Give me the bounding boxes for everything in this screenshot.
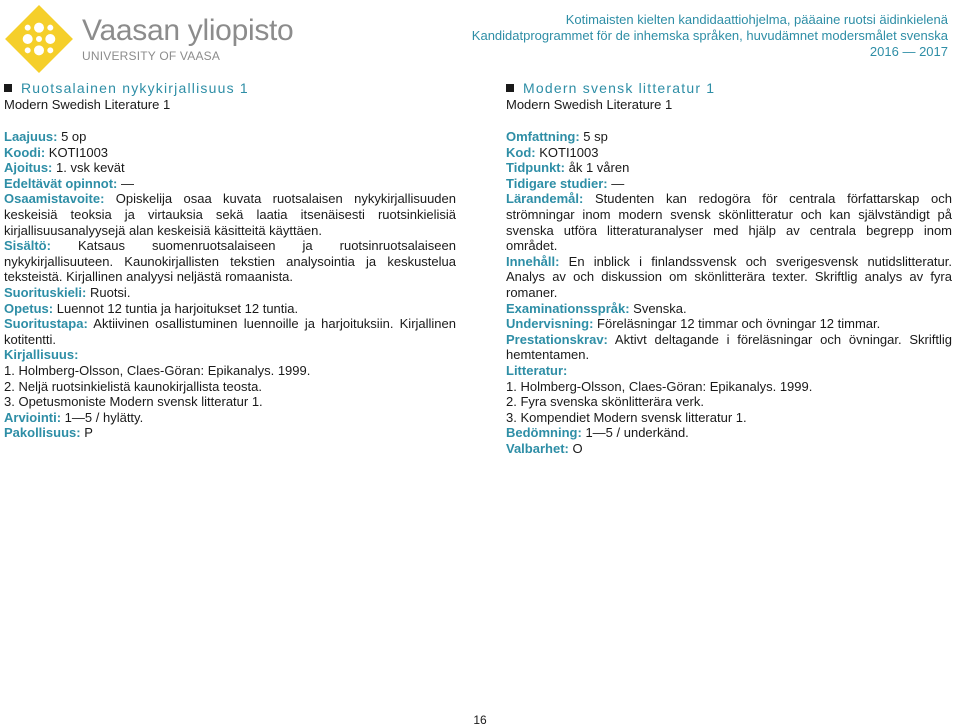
field-larandemal: Lärandemål: Studenten kan redogöra för centrala författarskap och strömningar inom modern svensk skönlitteratur och kan självständigt på svenska utföra litteraturanalyser med hjälp av centrala begrepp inom området.: [506, 191, 952, 254]
field-innehall: Innehåll: En inblick i finlandssvensk och sverigesvensk nutidslitteratur. Analys av och diskussion om skönlitterära texter. Skriftlig analys av fyra romaner.: [506, 253, 952, 300]
field-undervisning: Undervisning: Föreläsningar 12 timmar och övningar 12 timmar.: [506, 316, 881, 332]
list-item: 2. Neljä ruotsinkielistä kaunokirjallista teosta.: [4, 378, 262, 394]
field-kod: Kod: KOTI1003: [506, 144, 599, 160]
field-litteratur: Litteratur:: [506, 362, 568, 378]
field-pakollisuus: Pakollisuus: P: [4, 425, 93, 441]
field-prestationskrav: Prestationskrav: Aktivt deltagande i föreläsningar och övningar. Skriftlig hemtentamen.: [506, 331, 952, 363]
logo-mark-icon: [4, 4, 74, 74]
field-tidigare-studier: Tidigare studier: —: [506, 175, 625, 191]
field-kirjallisuus: Kirjallisuus:: [4, 347, 79, 363]
field-osaamistavoite: Osaamistavoite: Opiskelija osaa kuvata ruotsalaisen nykykirjallisuuden keskeisiä teoksia ja virtauksia sekä laatia itsenäisesti ruotsinkielisiä kirjallisuusanalyysejä alan keskeisiä käsitteitä käyttäen.: [4, 191, 456, 238]
list-item: 1. Holmberg-Olsson, Claes-Göran: Epikanalys. 1999.: [4, 362, 311, 378]
field-examinationssprak: Examinationsspråk: Svenska.: [506, 300, 687, 316]
field-koodi: Koodi: KOTI1003: [4, 144, 109, 160]
course-title-sv: Modern svensk litteratur 1: [506, 80, 952, 97]
field-opetus: Opetus: Luennot 12 tuntia ja harjoitukset 12 tuntia.: [4, 300, 299, 316]
field-valbarhet: Valbarhet: O: [506, 440, 583, 456]
bullet-square-icon: [4, 84, 12, 92]
course-description-fi: [4, 80, 456, 441]
list-item: 2. Fyra svenska skönlitterära verk.: [506, 394, 704, 410]
program-header: [472, 12, 948, 60]
list-item: 3. Kompendiet Modern svensk litteratur 1.: [506, 409, 747, 425]
page-number: 16: [473, 713, 487, 727]
course-subtitle-en: Modern Swedish Literature 1: [506, 97, 673, 112]
course-subtitle-en: Modern Swedish Literature 1: [4, 97, 171, 112]
logo-subtitle: UNIVERSITY OF VAASA: [82, 49, 221, 63]
academic-years: 2016 — 2017: [869, 44, 948, 59]
field-sisalto: Sisältö: Katsaus suomenruotsalaiseen ja ruotsinruotsalaiseen nykykirjallisuuteen. Kaunokirjallisten tekstien analysointia ja keskustelua teksteistä. Kirjallinen analyysi neljästä romaanista.: [4, 238, 456, 285]
course-description-sv: [506, 80, 952, 456]
bullet-square-icon: [506, 84, 514, 92]
logo-name: Vaasan yliopisto: [82, 14, 294, 47]
list-item: 1. Holmberg-Olsson, Claes-Göran: Epikanalys. 1999.: [506, 378, 813, 394]
course-title-fi: Ruotsalainen nykykirjallisuus 1: [4, 80, 456, 97]
field-tidpunkt: Tidpunkt: åk 1 våren: [506, 160, 630, 176]
field-arviointi: Arviointi: 1—5 / hylätty.: [4, 409, 144, 425]
list-item: 3. Opetusmoniste Modern svensk litteratur 1.: [4, 394, 263, 410]
field-suoritustapa: Suoritustapa: Aktiivinen osallistuminen luennoille ja harjoituksiin. Kirjallinen kotitentti.: [4, 316, 456, 347]
program-name-fi: Kotimaisten kielten kandidaattiohjelma, pääaine ruotsi äidinkielenä: [565, 12, 948, 27]
field-bedomning: Bedömning: 1—5 / underkänd.: [506, 425, 689, 441]
field-ajoitus: Ajoitus: 1. vsk kevät: [4, 160, 125, 176]
field-edeltavat: Edeltävät opinnot: —: [4, 175, 135, 191]
program-name-sv: Kandidatprogrammet för de inhemska språken, huvudämnet modersmålet svenska: [471, 28, 948, 43]
field-laajuus: Laajuus: 5 op: [4, 129, 87, 144]
university-logo: [4, 4, 293, 74]
field-omfattning: Omfattning: 5 sp: [506, 129, 608, 144]
field-suorituskieli: Suorituskieli: Ruotsi.: [4, 284, 131, 300]
